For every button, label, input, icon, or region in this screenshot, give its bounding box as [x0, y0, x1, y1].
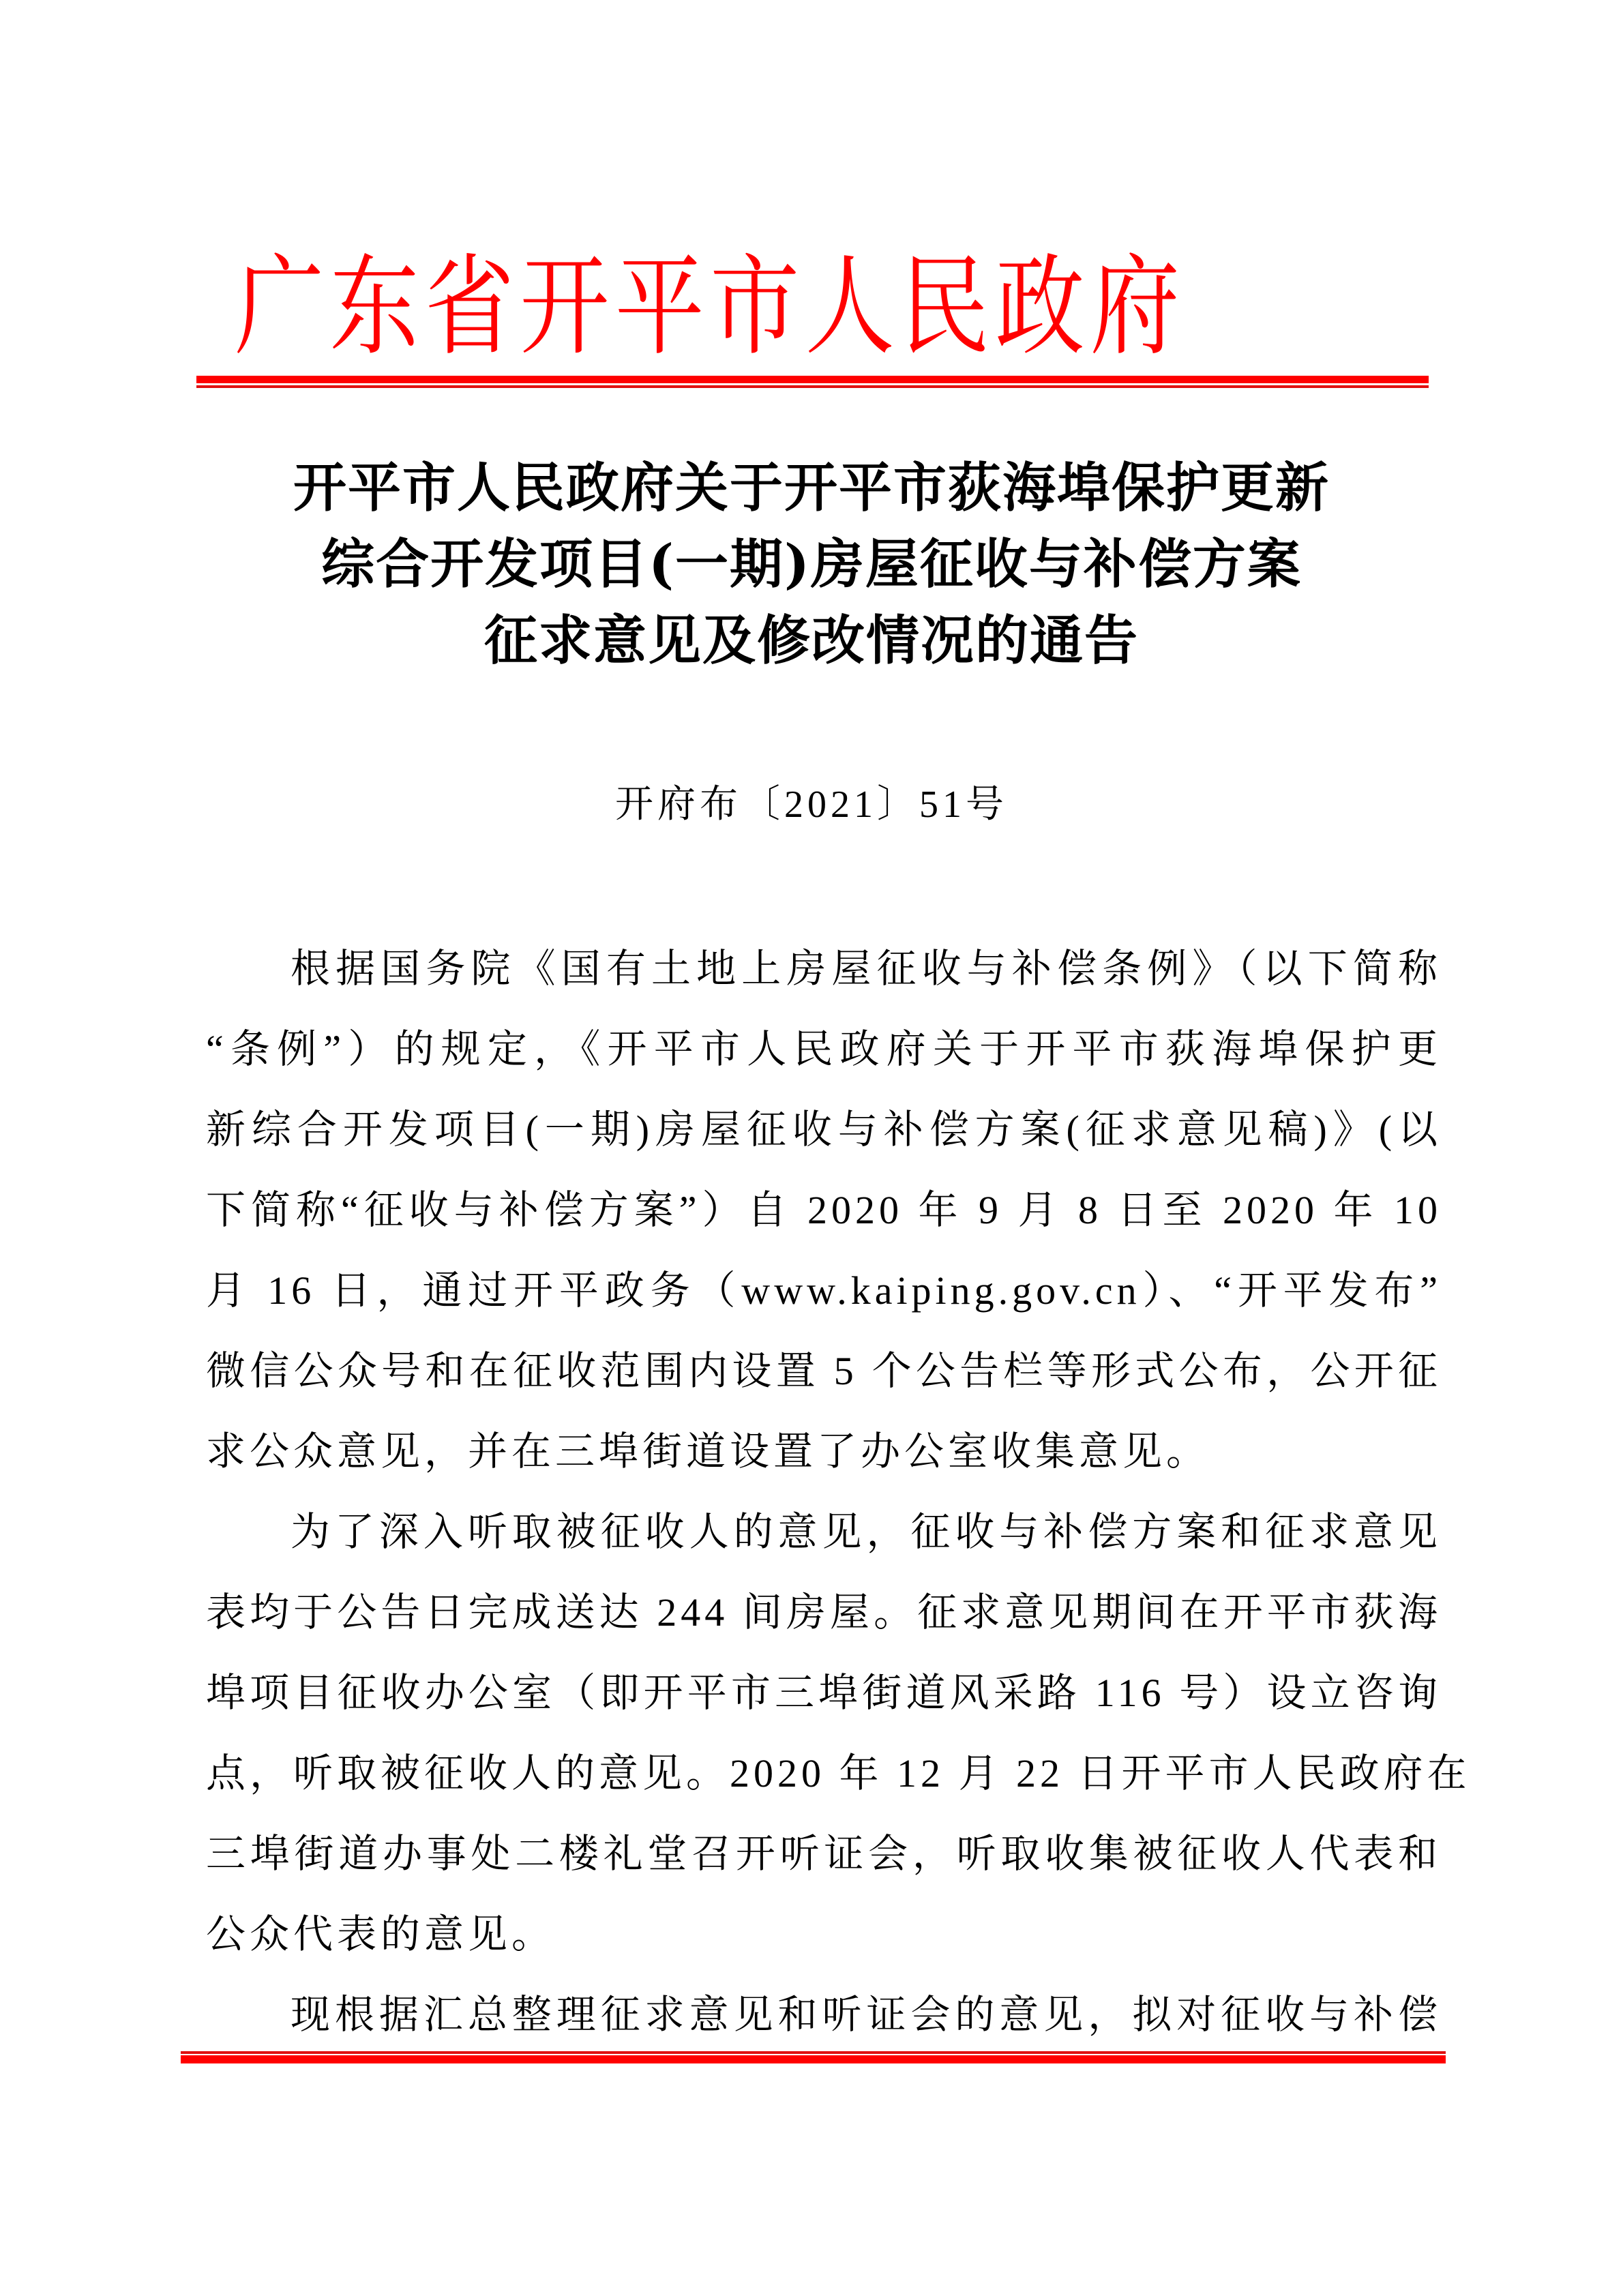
body-line: 三埠街道办事处二楼礼堂召开听证会，听取收集被征收人代表和: [206, 1832, 1442, 1876]
paragraph: [206, 1492, 1471, 1975]
body-line: 微信公众号和在征收范围内设置 5 个公告栏等形式公布，公开征: [206, 1349, 1442, 1393]
masthead-char: 东: [329, 243, 419, 370]
body-line: 为了深入听取被征收人的意见，征收与补偿方案和征求意见: [291, 1510, 1442, 1554]
body-line: 点，听取被征收人的意见。2020 年 12 月 22 日开平市人民政府在: [206, 1751, 1471, 1795]
header-divider-thick: [196, 376, 1429, 383]
body-line: 表均于公告日完成送达 244 间房屋。征求意见期间在开平市荻海: [206, 1590, 1442, 1635]
document-number: 开府布〔2021〕51号: [615, 784, 1008, 826]
body-line: 下简称“征收与补偿方案”）自 2020 年 9 月 8 日至 2020 年 10: [206, 1188, 1442, 1232]
body-line: 公众代表的意见。: [206, 1912, 556, 1956]
body-line: 求公众意见，并在三埠街道设置了办公室收集意见。: [206, 1429, 1210, 1474]
footer-divider-thin: [181, 2051, 1446, 2054]
body-line: 月 16 日，通过开平政务（www.kaiping.gov.cn）、“开平发布”: [206, 1268, 1442, 1313]
paragraph: [206, 1975, 1442, 2055]
header-divider-thin: [196, 385, 1429, 388]
body-line: 埠项目征收办公室（即开平市三埠街道风采路 116 号）设立咨询: [206, 1671, 1442, 1715]
paragraph: [206, 929, 1442, 1492]
masthead-char: 平: [614, 243, 704, 370]
masthead-char: 市: [710, 243, 800, 370]
document-body: [206, 929, 1471, 2055]
footer-divider-thick: [181, 2055, 1446, 2063]
masthead-char: 省: [424, 243, 515, 370]
body-line: 根据国务院《国有土地上房屋征收与补偿条例》（以下简称: [291, 946, 1442, 991]
masthead-char: 民: [899, 243, 990, 370]
body-line: “条例”）的规定，《开平市人民政府关于开平市荻海埠保护更: [206, 1027, 1442, 1071]
title-line: 综合开发项目(一期)房屋征收与补偿方案: [321, 533, 1302, 595]
masthead-char: 府: [1090, 243, 1180, 370]
title-line: 开平市人民政府关于开平市荻海埠保护更新: [293, 457, 1330, 519]
masthead-char: 开: [520, 243, 610, 370]
title-line: 征求意见及修改情况的通告: [483, 610, 1139, 672]
body-line: 现根据汇总整理征求意见和听证会的意见，拟对征收与补偿: [291, 1993, 1442, 2037]
body-line: 新综合开发项目(一期)房屋征收与补偿方案(征求意见稿)》(以: [206, 1107, 1442, 1152]
masthead-char: 广: [235, 243, 325, 370]
issuing-authority-masthead: [232, 245, 1182, 368]
masthead-char: 人: [805, 243, 895, 370]
masthead-char: 政: [995, 243, 1085, 370]
document-title: [205, 450, 1418, 679]
